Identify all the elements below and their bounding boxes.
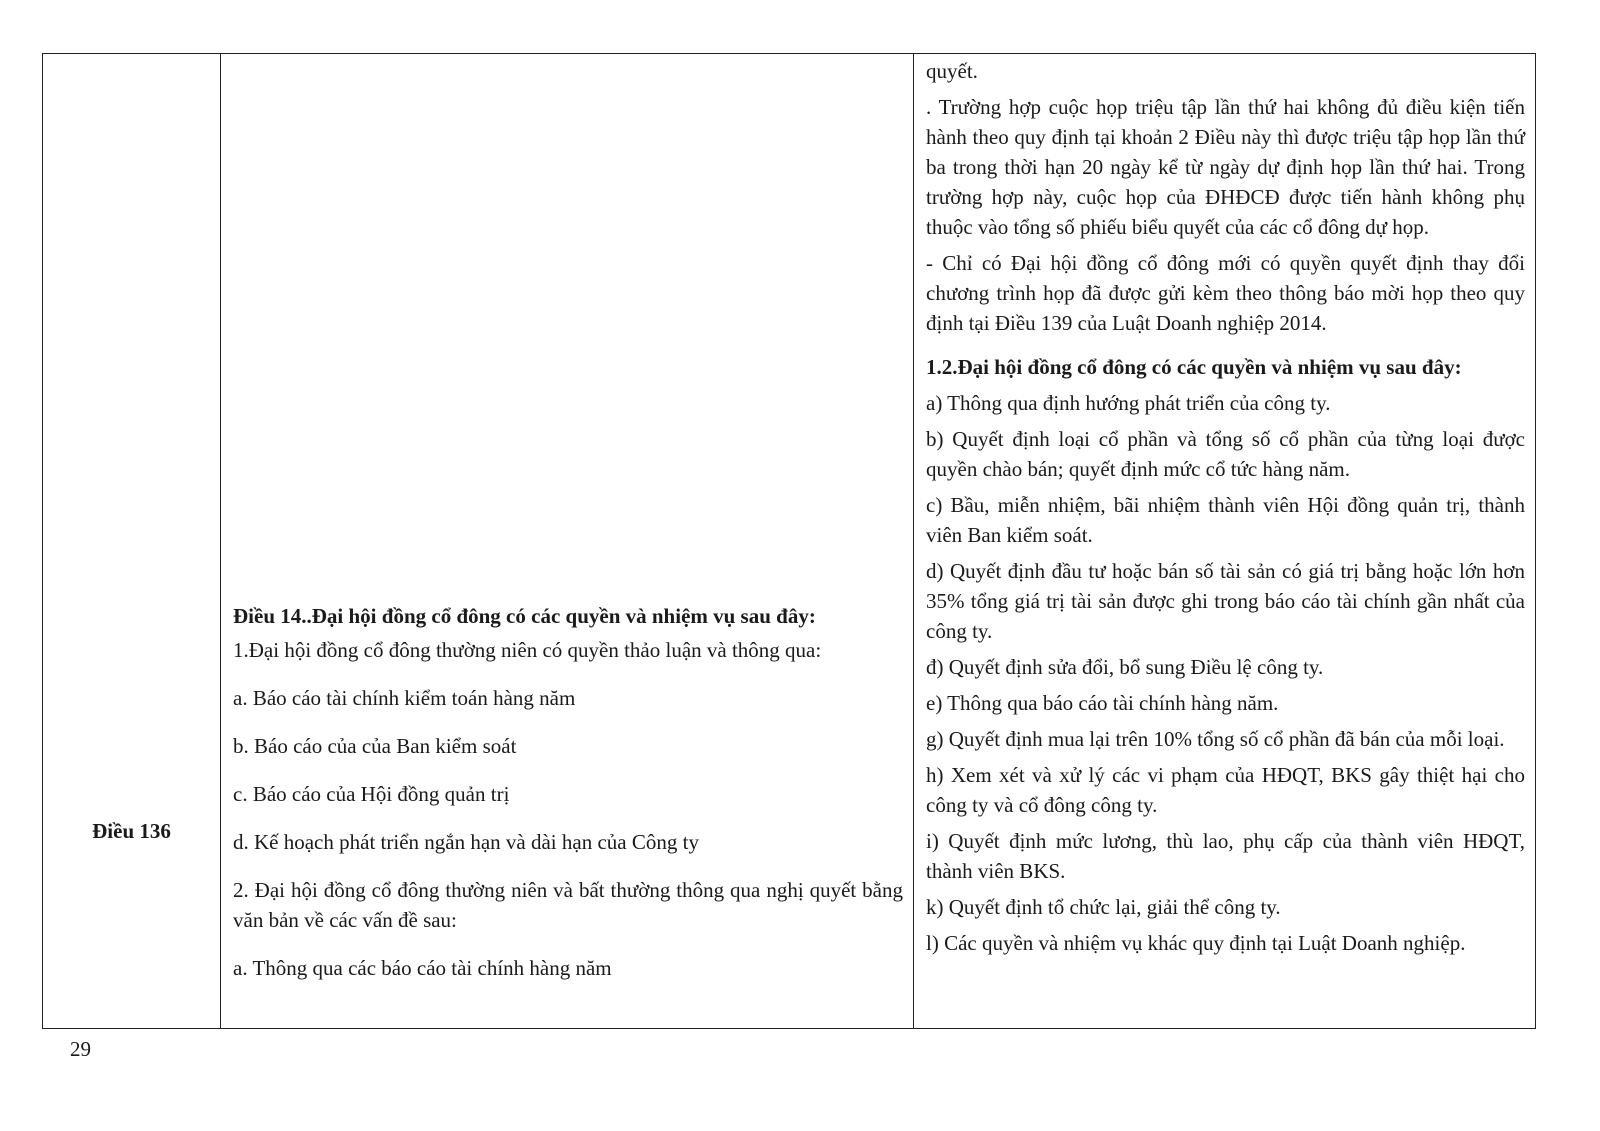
page-number: 29	[70, 1037, 91, 1061]
middle-paragraph: a. Thông qua các báo cáo tài chính hàng năm	[233, 956, 612, 980]
right-item: đ) Quyết định sửa đổi, bổ sung Điều lệ công ty.	[926, 655, 1324, 679]
right-item: k) Quyết định tổ chức lại, giải thể công ty.	[926, 895, 1281, 919]
middle-paragraph: c. Báo cáo của Hội đồng quản trị	[233, 782, 510, 806]
middle-paragraph: 1.Đại hội đồng cổ đông thường niên có quyền thảo luận và thông qua:	[233, 638, 822, 662]
right-item: g) Quyết định mua lại trên 10% tổng số cổ phần đã bán của mỗi loại.	[926, 727, 1505, 751]
right-paragraph: quyết.	[926, 59, 978, 83]
right-item: i) Quyết định mức lương, thù lao, phụ cấp của thành viên HĐQT, thành viên BKS.	[926, 829, 1525, 883]
right-item: d) Quyết định đầu tư hoặc bán số tài sản có giá trị bằng hoặc lớn hơn 35% tổng giá trị tài sản được ghi trong báo cáo tài chính gần nhất của công ty.	[926, 559, 1525, 643]
right-item: l) Các quyền và nhiệm vụ khác quy định tại Luật Doanh nghiệp.	[926, 931, 1466, 955]
middle-paragraph: d. Kế hoạch phát triển ngắn hạn và dài hạn của Công ty	[233, 830, 699, 854]
right-item: a) Thông qua định hướng phát triển của công ty.	[926, 391, 1331, 415]
right-item: e) Thông qua báo cáo tài chính hàng năm.	[926, 691, 1279, 715]
right-item: b) Quyết định loại cổ phần và tổng số cổ phần của từng loại được quyền chào bán; quyết định mức cổ tức hàng năm.	[926, 427, 1525, 481]
middle-heading: Điều 14..Đại hội đồng cổ đông có các quyền và nhiệm vụ sau đây:	[233, 604, 816, 628]
article-column	[43, 54, 221, 1028]
middle-paragraph: a. Báo cáo tài chính kiểm toán hàng năm	[233, 686, 576, 710]
middle-paragraph: 2. Đại hội đồng cổ đông thường niên và bất thường thông qua nghị quyết bằng văn bản về các vấn đề sau:	[233, 878, 903, 932]
current-charter-column	[221, 54, 914, 1028]
right-paragraph: - Chỉ có Đại hội đồng cổ đông mới có quyền quyết định thay đổi chương trình họp đã được gửi kèm theo thông báo mời họp theo quy định tại Điều 139 của Luật Doanh nghiệp 2014.	[926, 251, 1525, 335]
right-heading: 1.2.Đại hội đồng cổ đông có các quyền và nhiệm vụ sau đây:	[926, 355, 1462, 379]
right-item: h) Xem xét và xử lý các vi phạm của HĐQT, BKS gây thiệt hại cho công ty và cổ đông công ty.	[926, 763, 1525, 817]
middle-paragraph: b. Báo cáo của của Ban kiểm soát	[233, 734, 517, 758]
article-label: Điều 136	[92, 819, 171, 843]
right-paragraph: . Trường hợp cuộc họp triệu tập lần thứ hai không đủ điều kiện tiến hành theo quy định tại khoản 2 Điều này thì được triệu tập họp lần thứ ba trong thời hạn 20 ngày kể từ ngày dự định họp lần thứ hai. Trong trường hợp này, cuộc họp của ĐHĐCĐ được tiến hành không phụ thuộc vào tổng số phiếu biểu quyết của các cổ đông dự họp.	[926, 95, 1525, 239]
proposed-charter-column	[914, 54, 1535, 1028]
comparison-table	[42, 53, 1536, 1029]
right-item: c) Bầu, miễn nhiệm, bãi nhiệm thành viên Hội đồng quản trị, thành viên Ban kiểm soát.	[926, 493, 1525, 547]
